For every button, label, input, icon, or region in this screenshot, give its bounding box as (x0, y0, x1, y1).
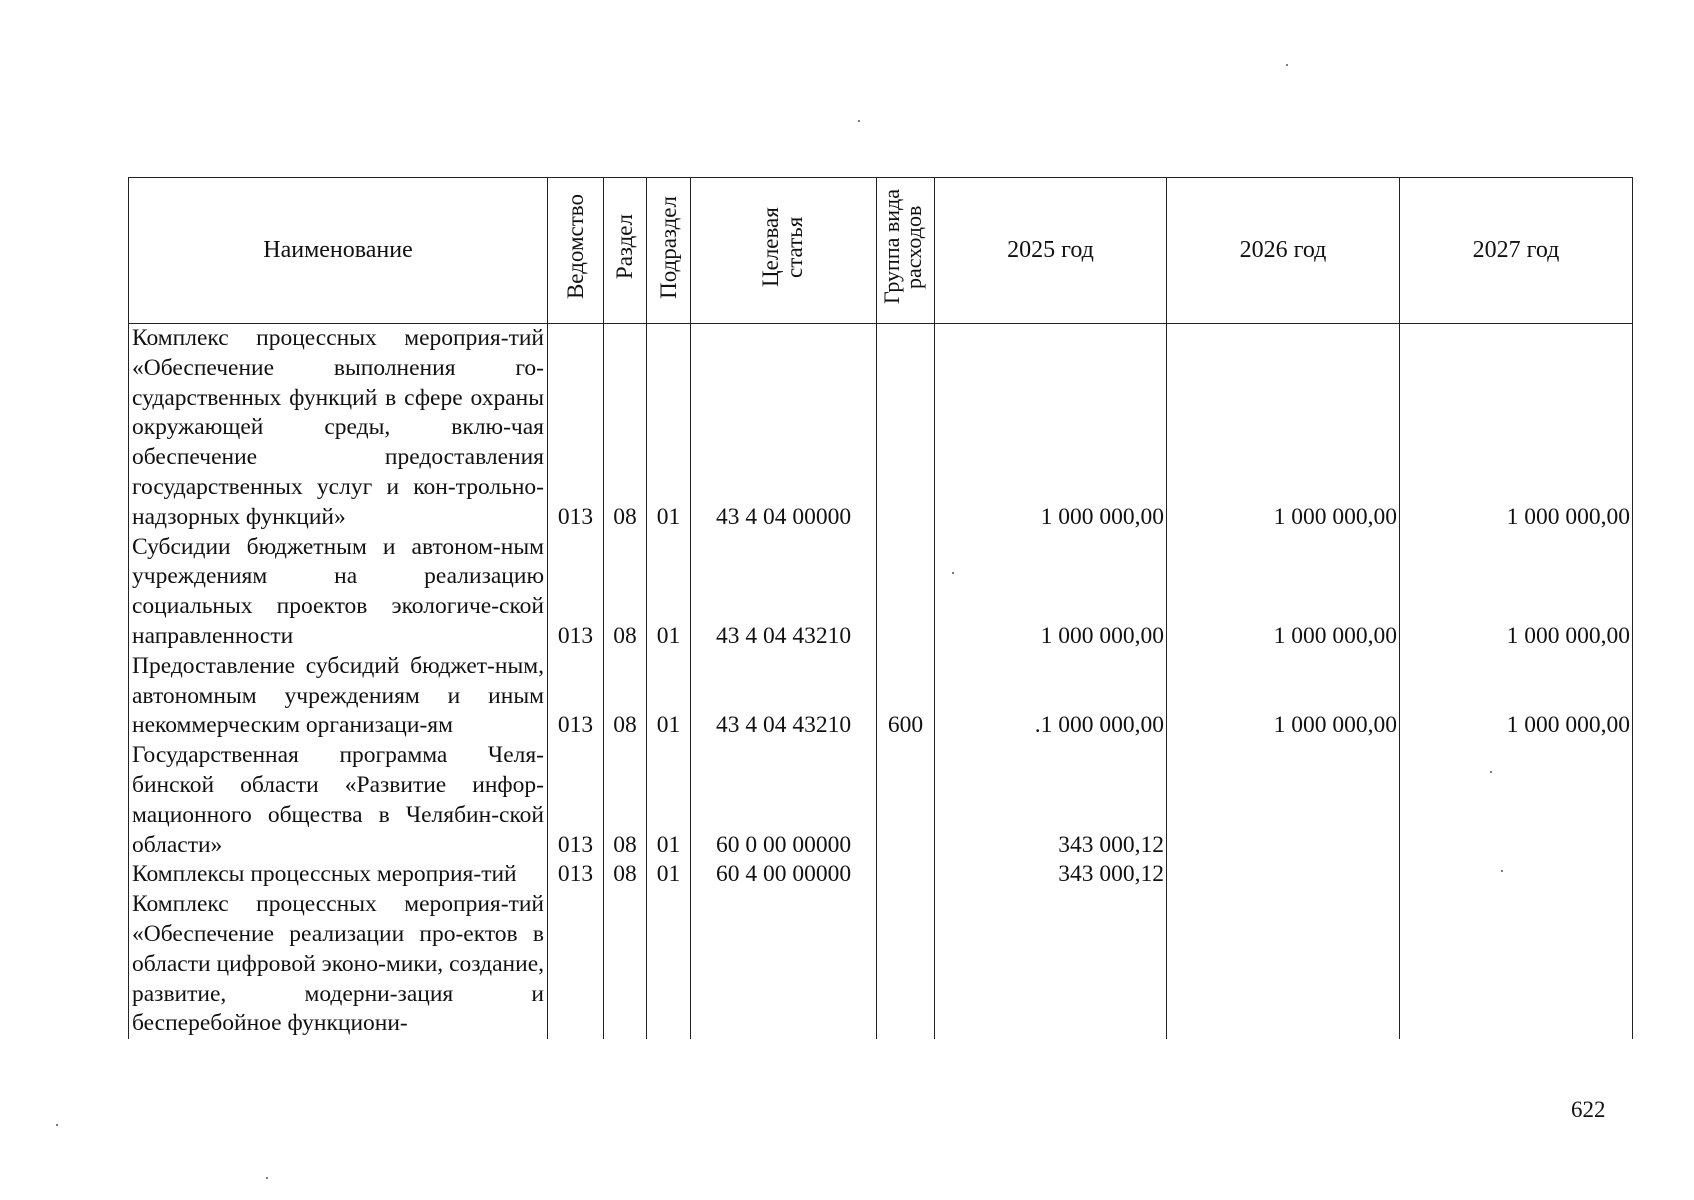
header-section (604, 178, 647, 324)
row-expense-group (877, 860, 935, 890)
row-department: 013 (548, 324, 604, 533)
row-department: 013 (548, 741, 604, 860)
row-subsection: 01 (647, 741, 691, 860)
header-target-article-label: Целевая статья (757, 207, 807, 287)
header-year-2025: 2025 год (935, 178, 1167, 324)
row-section: 08 (604, 324, 647, 533)
row-2025: 1 000 000,00 (935, 324, 1167, 533)
row-target-article: 43 4 04 43210 (691, 652, 877, 741)
row-target-article: 60 0 00 00000 (691, 741, 877, 860)
row-2027 (1400, 890, 1633, 1039)
row-name: Субсидии бюджетным и автоном-ным учреждениям на реализацию социальных проектов экологиче-ской направленности (129, 533, 548, 652)
row-department: 013 (548, 652, 604, 741)
table-header (129, 178, 1633, 324)
row-subsection: 01 (647, 324, 691, 533)
row-2026 (1167, 860, 1400, 890)
row-subsection: 01 (647, 533, 691, 652)
row-section (604, 890, 647, 1039)
row-2025: 1 000 000,00 (935, 533, 1167, 652)
row-2026: 1 000 000,00 (1167, 324, 1400, 533)
row-2027: 1 000 000,00 (1400, 652, 1633, 741)
scan-speck (56, 1124, 58, 1126)
header-subsection-label: Подраздел (655, 195, 681, 299)
header-year-2027: 2027 год (1400, 178, 1633, 324)
scan-speck (952, 572, 954, 574)
row-subsection: 01 (647, 652, 691, 741)
table-row (129, 652, 1633, 741)
row-2026: 1 000 000,00 (1167, 652, 1400, 741)
row-name: Комплекс процессных мероприя-тий «Обеспечение реализации про-ектов в области цифровой эконо-мики, создание, развитие, модерни-зация и бесперебойное функциони- (129, 890, 548, 1039)
row-2026 (1167, 741, 1400, 860)
row-target-article (691, 890, 877, 1039)
scan-speck (1501, 870, 1503, 872)
scan-speck (858, 120, 860, 122)
row-2025 (935, 890, 1167, 1039)
row-expense-group (877, 324, 935, 533)
header-subsection (647, 178, 691, 324)
row-2027: 1 000 000,00 (1400, 324, 1633, 533)
row-subsection (647, 890, 691, 1039)
page-number: 622 (1571, 1097, 1606, 1122)
row-section: 08 (604, 533, 647, 652)
row-target-article: 60 4 00 00000 (691, 860, 877, 890)
row-department (548, 890, 604, 1039)
row-2025: 343 000,12 (935, 741, 1167, 860)
row-section: 08 (604, 860, 647, 890)
row-expense-group (877, 890, 935, 1039)
row-2025: .1 000 000,00 (935, 652, 1167, 741)
table-row (129, 860, 1633, 890)
row-target-article: 43 4 04 00000 (691, 324, 877, 533)
row-name: Предоставление субсидий бюджет-ным, автономным учреждениям и иным некоммерческим организаци-ям (129, 652, 548, 741)
row-expense-group (877, 741, 935, 860)
table-body (129, 324, 1633, 1040)
row-name: Комплекс процессных мероприя-тий «Обеспечение выполнения го-сударственных функций в сфере охраны окружающей среды, вклю-чая обеспечение предоставления государственных услуг и кон-трольно-надзорных функций» (129, 324, 548, 533)
row-department: 013 (548, 860, 604, 890)
row-2026 (1167, 890, 1400, 1039)
row-2026: 1 000 000,00 (1167, 533, 1400, 652)
row-department: 013 (548, 533, 604, 652)
row-name: Государственная программа Челя-бинской области «Развитие инфор-мационного общества в Челябин-ской области» (129, 741, 548, 860)
header-year-2026: 2026 год (1167, 178, 1400, 324)
table-row (129, 890, 1633, 1039)
header-department-label: Ведомство (562, 194, 588, 300)
row-section: 08 (604, 652, 647, 741)
header-section-label: Раздел (612, 214, 637, 280)
budget-table (128, 177, 1633, 1039)
scan-speck (1490, 771, 1492, 773)
row-subsection: 01 (647, 860, 691, 890)
header-expense-group-label: Группа вида расходов (878, 189, 926, 305)
scan-speck (1286, 64, 1288, 66)
row-2027 (1400, 860, 1633, 890)
scan-speck (266, 1177, 268, 1179)
table-row (129, 741, 1633, 860)
row-2027 (1400, 741, 1633, 860)
header-department (548, 178, 604, 324)
row-section: 08 (604, 741, 647, 860)
row-2025: 343 000,12 (935, 860, 1167, 890)
row-expense-group (877, 533, 935, 652)
row-expense-group: 600 (877, 652, 935, 741)
header-target-article (691, 178, 877, 324)
row-target-article: 43 4 04 43210 (691, 533, 877, 652)
table-row (129, 324, 1633, 533)
header-row (129, 178, 1633, 324)
header-name: Наименование (129, 178, 548, 324)
table-row (129, 533, 1633, 652)
row-2027: 1 000 000,00 (1400, 533, 1633, 652)
header-expense-group (877, 178, 935, 324)
row-name: Комплексы процессных мероприя-тий (129, 860, 548, 890)
